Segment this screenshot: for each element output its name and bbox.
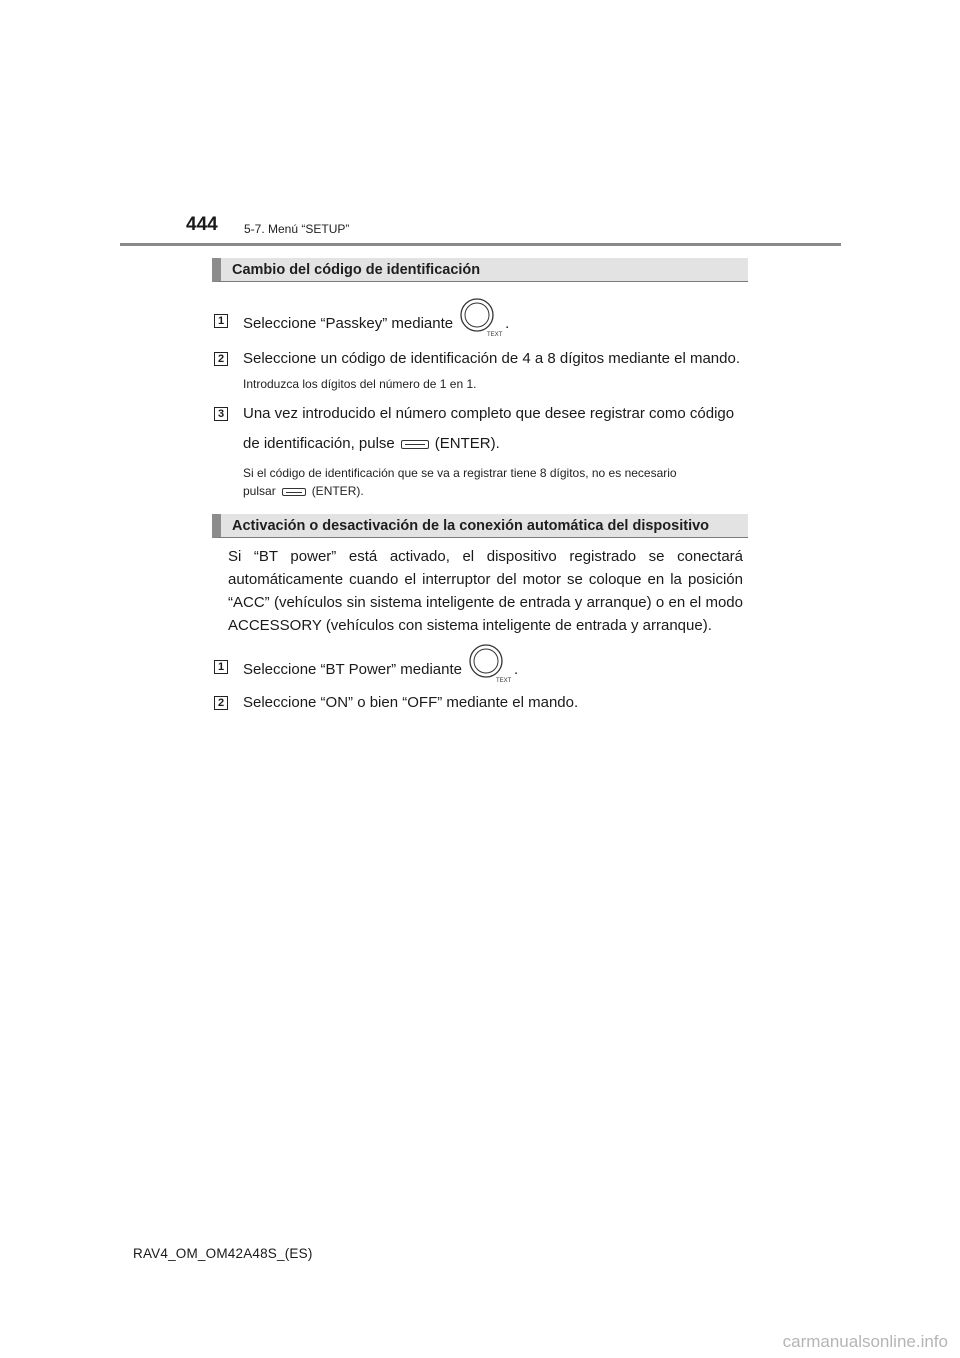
step-box-2: 2 [214, 352, 228, 366]
step-text-s2-2: Seleccione “ON” o bien “OFF” mediante el mando. [243, 694, 579, 711]
knob-text-label-2: TEXT [496, 678, 512, 684]
intro-paragraph: Si “BT power” está activado, el dispositivo registrado se conectará automáticamente cuando el interruptor del motor se coloque en la posición “ACC” (vehículos sin sistema inteligente de entrada y arranque) o en el modo ACCESSORY (vehículos con sistema inteligente de entrada y arranque). [228, 548, 743, 634]
step-text-1-after: . [505, 314, 510, 332]
step-text-1-before: Seleccione “Passkey” mediante [243, 314, 454, 332]
step-note-3-line1: Si el código de identificación que se va a registrar tiene 8 dígitos, no es necesario [243, 466, 677, 480]
step-box-s2-1: 1 [214, 660, 228, 674]
enter-button-icon-small [282, 488, 306, 496]
footer-doc-id: RAV4_OM_OM42A48S_(ES) [133, 1246, 313, 1261]
step-text-3-line2-after: (ENTER). [434, 435, 500, 452]
enter-button-icon [401, 440, 429, 449]
heading-conexion-automatica: Activación o desactivación de la conexión automática del dispositivo [212, 514, 748, 538]
step-note-3-line2-before: pulsar [243, 484, 276, 498]
watermark: carmanualsonline.info [782, 1332, 948, 1351]
section-label: 5-7. Menú “SETUP” [244, 222, 350, 236]
step-box-3: 3 [214, 407, 228, 421]
step-text-3-line2 [243, 434, 500, 454]
heading-cambio-codigo: Cambio del código de identificación [212, 258, 748, 282]
step-box-1: 1 [214, 314, 228, 328]
step-text-3-line2-before: de identificación, pulse [243, 435, 395, 452]
header-rule [120, 243, 841, 246]
step-text-1 [243, 311, 509, 337]
step-note-3-line2 [243, 481, 364, 501]
step-text-3-line1: Una vez introducido el número completo que desee registrar como código [243, 405, 735, 422]
step-note-2: Introduzca los dígitos del número de 1 en 1. [243, 377, 477, 391]
step-text-s2-1-after: . [514, 660, 519, 678]
step-text-s2-1-before: Seleccione “BT Power” mediante [243, 660, 462, 678]
step-text-s2-1 [243, 657, 518, 683]
page-number: 444 [186, 214, 218, 235]
tune-knob-icon-2 [468, 643, 512, 684]
step-box-s2-2: 2 [214, 696, 228, 710]
step-note-3-line2-after: (ENTER). [311, 484, 364, 498]
knob-text-label: TEXT [487, 332, 503, 338]
tune-knob-icon [459, 297, 503, 338]
step-text-2: Seleccione un código de identificación de 4 a 8 dígitos mediante el mando. [243, 350, 740, 367]
